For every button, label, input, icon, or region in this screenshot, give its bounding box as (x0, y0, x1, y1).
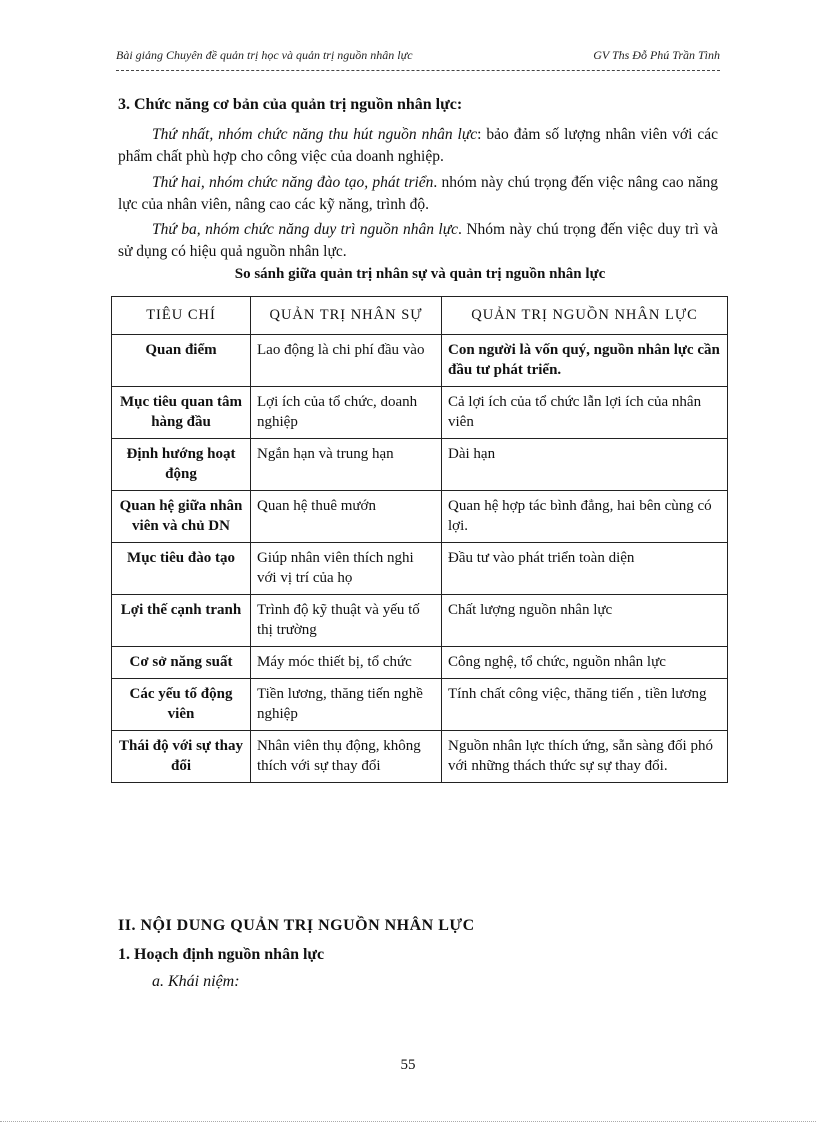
table-row (112, 679, 728, 731)
header-course-title: Bài giảng Chuyên đề quản trị học và quản trị nguồn nhân lực (116, 48, 413, 62)
hrm-cell: Nguồn nhân lực thích ứng, sẵn sàng đối phó với những thách thức sự sự thay đổi. (442, 731, 728, 783)
paragraph-2 (118, 172, 718, 216)
paragraph-3-text: . Nhóm này chú trọng đến việc duy trì và sử dụng có hiệu quả nguồn nhân lực. (118, 221, 718, 260)
section-ii-heading: II. NỘI DUNG QUẢN TRỊ NGUỒN NHÂN LỰC (118, 917, 475, 934)
criteria-cell: Định hướng hoạt động (112, 439, 251, 491)
criteria-cell: Mục tiêu đào tạo (112, 543, 251, 595)
personnel-cell: Nhân viên thụ động, không thích với sự thay đổi (251, 731, 442, 783)
paragraph-2-text: . nhóm này chú trọng đến việc nâng cao năng lực của nhân viên, nâng cao các kỹ năng, trình độ. (118, 174, 718, 213)
hrm-cell: Cả lợi ích của tổ chức lẫn lợi ích của nhân viên (442, 387, 728, 439)
table-header-row (112, 297, 728, 335)
subsection-1-heading: 1. Hoạch định nguồn nhân lực (118, 946, 325, 963)
personnel-cell: Trình độ kỹ thuật và yếu tố thị trường (251, 595, 442, 647)
col-header-criteria: TIÊU CHÍ (112, 297, 251, 335)
table-row (112, 439, 728, 491)
personnel-cell: Quan hệ thuê mướn (251, 491, 442, 543)
comparison-table (111, 296, 728, 783)
paragraph-1-lead: Thứ nhất, nhóm chức năng thu hút nguồn nhân lực (152, 126, 478, 143)
paragraph-2-lead: Thứ hai, nhóm chức năng đào tạo, phát triển (152, 174, 434, 191)
header-author: GV Ths Đỗ Phú Trần Tình (593, 48, 720, 62)
paragraph-3-lead: Thứ ba, nhóm chức năng duy trì nguồn nhân lực (152, 221, 459, 238)
table-row (112, 387, 728, 439)
personnel-cell: Tiền lương, thăng tiến nghề nghiệp (251, 679, 442, 731)
table-row (112, 543, 728, 595)
page-number: 55 (400, 1057, 416, 1073)
table-row (112, 647, 728, 679)
personnel-cell: Ngắn hạn và trung hạn (251, 439, 442, 491)
paragraph-3 (118, 219, 718, 263)
criteria-cell: Thái độ với sự thay đổi (112, 731, 251, 783)
hrm-cell: Quan hệ hợp tác bình đẳng, hai bên cùng có lợi. (442, 491, 728, 543)
header-divider (116, 70, 720, 71)
hrm-cell: Công nghệ, tổ chức, nguồn nhân lực (442, 647, 728, 679)
hrm-cell: Chất lượng nguồn nhân lực (442, 595, 728, 647)
criteria-cell: Quan điểm (112, 335, 251, 387)
criteria-cell: Mục tiêu quan tâm hàng đầu (112, 387, 251, 439)
section-3-heading: 3. Chức năng cơ bản của quản trị nguồn nhân lực: (118, 96, 463, 113)
table-row (112, 335, 728, 387)
hrm-cell: Đầu tư vào phát triển toàn diện (442, 543, 728, 595)
hrm-cell: Con người là vốn quý, nguồn nhân lực cần đầu tư phát triển. (442, 335, 728, 387)
paragraph-1-text: : bảo đảm số lượng nhân viên với các phẩm chất phù hợp cho công việc của doanh nghiệp. (118, 126, 718, 165)
personnel-cell: Lao động là chi phí đầu vào (251, 335, 442, 387)
personnel-cell: Lợi ích của tổ chức, doanh nghiệp (251, 387, 442, 439)
table-caption: So sánh giữa quản trị nhân sự và quản trị nguồn nhân lực (234, 266, 606, 282)
col-header-hrm: QUẢN TRỊ NGUỒN NHÂN LỰC (442, 297, 728, 335)
criteria-cell: Lợi thế cạnh tranh (112, 595, 251, 647)
hrm-cell: Dài hạn (442, 439, 728, 491)
col-header-personnel-management: QUẢN TRỊ NHÂN SỰ (251, 297, 442, 335)
hrm-cell: Tính chất công việc, thăng tiến , tiền lương (442, 679, 728, 731)
page-bottom-edge (0, 1121, 816, 1122)
subsection-1a-heading: a. Khái niệm: (152, 973, 240, 990)
criteria-cell: Cơ sở năng suất (112, 647, 251, 679)
criteria-cell: Các yếu tố động viên (112, 679, 251, 731)
paragraph-1 (118, 124, 718, 168)
table-row (112, 491, 728, 543)
criteria-cell: Quan hệ giữa nhân viên và chủ DN (112, 491, 251, 543)
personnel-cell: Máy móc thiết bị, tổ chức (251, 647, 442, 679)
personnel-cell: Giúp nhân viên thích nghi với vị trí của họ (251, 543, 442, 595)
table-row (112, 595, 728, 647)
table-row (112, 731, 728, 783)
